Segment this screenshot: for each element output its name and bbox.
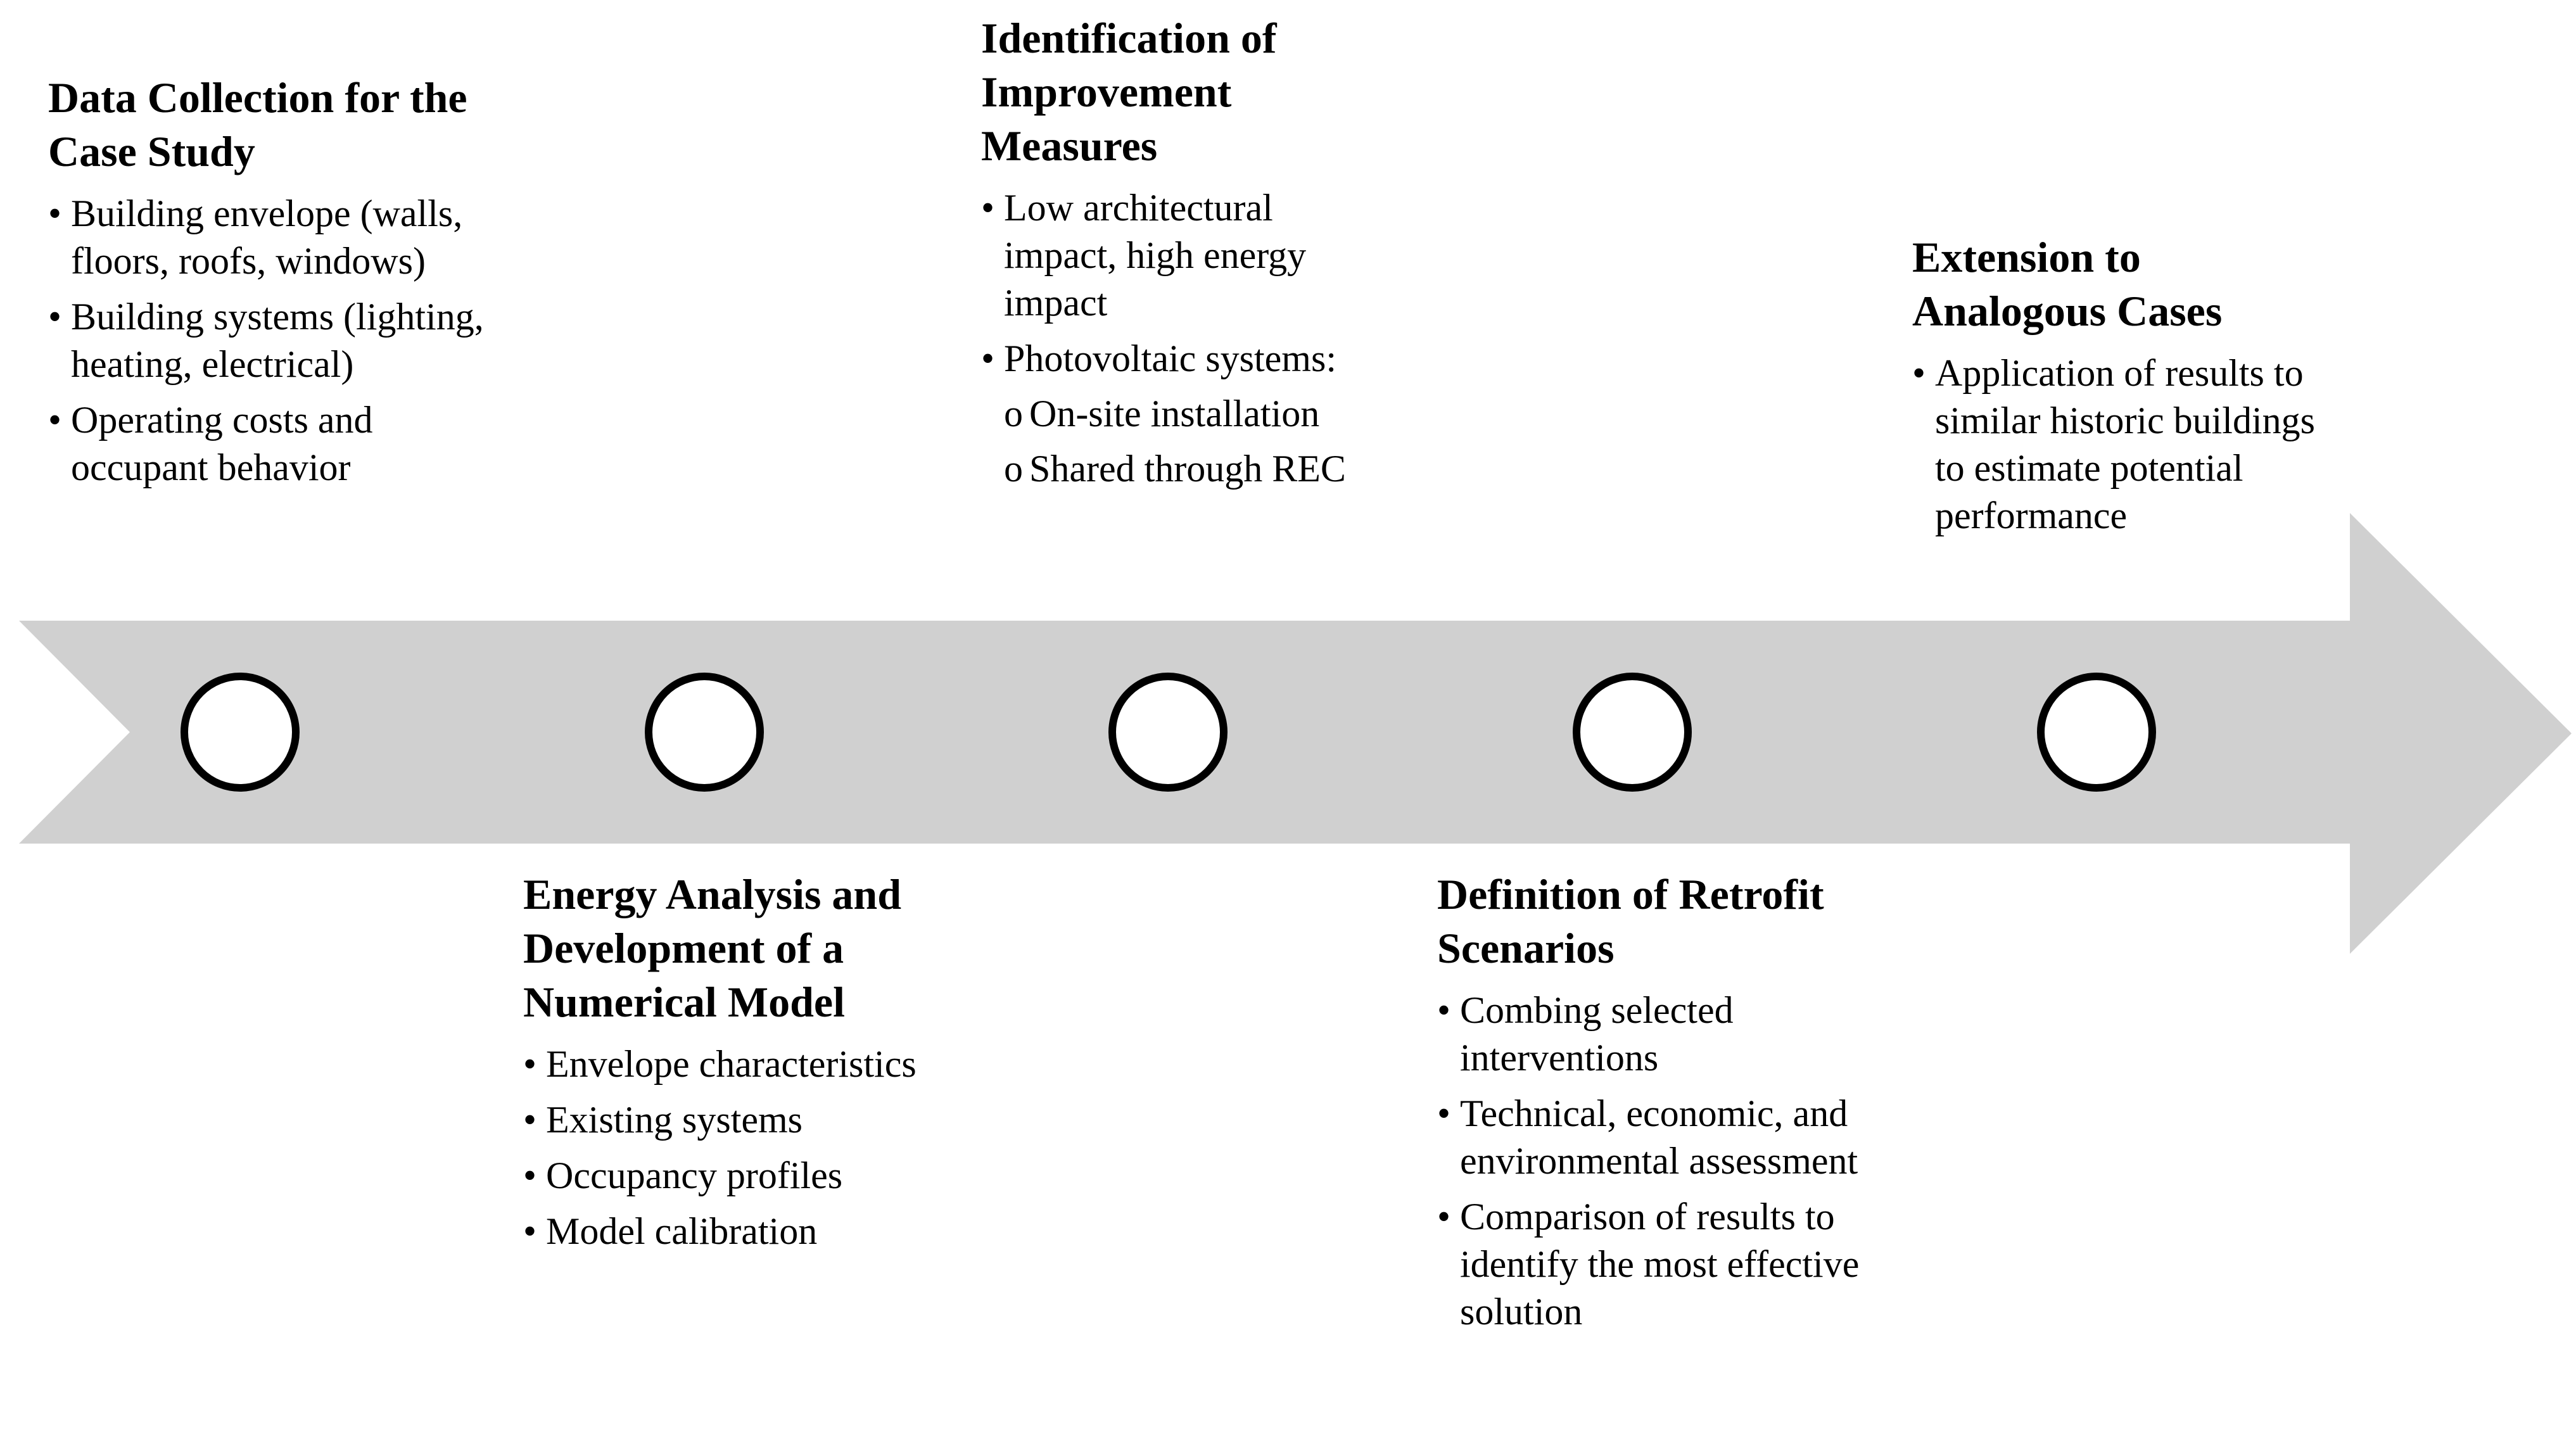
bullet-list <box>48 190 492 491</box>
bullet-item <box>981 335 1386 493</box>
bullet-list <box>981 184 1386 493</box>
bullet-item: • Technical, economic, and environmental assessment <box>1437 1090 1868 1185</box>
timeline-arrow <box>19 513 2572 954</box>
timeline-node-1 <box>184 676 296 788</box>
step-title: Energy Analysis and Development of a Numerical Model <box>523 870 902 1026</box>
bullet-item: • Envelope characteristics <box>523 1041 929 1088</box>
bullet-list <box>523 1041 929 1255</box>
sub-bullet-item: o Shared through REC <box>1004 445 1386 493</box>
bullet-item: • Model calibration <box>523 1208 929 1255</box>
bullet-item: • Building systems (lighting, heating, electrical) <box>48 293 492 388</box>
sub-bullet-list <box>1004 390 1386 493</box>
bullet-text: Photovoltaic systems: <box>1004 338 1336 379</box>
bullet-item: • Building envelope (walls, floors, roofs, windows) <box>48 190 492 285</box>
bullet-item: • Application of results to similar historic buildings to estimate potential performance <box>1912 350 2318 540</box>
step-title: Definition of Retrofit Scenarios <box>1437 870 1824 972</box>
bullet-item: • Existing systems <box>523 1096 929 1144</box>
timeline-node-5 <box>2041 676 2152 788</box>
bullet-item: • Low architectural impact, high energy impact <box>981 184 1386 327</box>
timeline-node-2 <box>649 676 760 788</box>
step-data-collection <box>48 71 492 500</box>
step-improvement-measures <box>981 11 1386 501</box>
bullet-list <box>1437 987 1868 1336</box>
timeline-node-3 <box>1112 676 1224 788</box>
bullet-list <box>1912 350 2318 540</box>
step-title: Data Collection for the Case Study <box>48 73 467 175</box>
step-energy-analysis <box>523 868 929 1264</box>
step-retrofit-scenarios <box>1437 868 1868 1344</box>
bullet-item: • Combing selected interventions <box>1437 987 1868 1082</box>
sub-bullet-item: o On-site installation <box>1004 390 1386 438</box>
step-title: Identification of Improvement Measures <box>981 14 1277 170</box>
bullet-item: • Comparison of results to identify the most effective solution <box>1437 1193 1868 1336</box>
bullet-item: • Occupancy profiles <box>523 1152 929 1200</box>
step-title: Extension to Analogous Cases <box>1912 233 2223 335</box>
bullet-item: • Operating costs and occupant behavior <box>48 396 492 491</box>
step-extension <box>1912 231 2318 548</box>
timeline-node-4 <box>1577 676 1688 788</box>
